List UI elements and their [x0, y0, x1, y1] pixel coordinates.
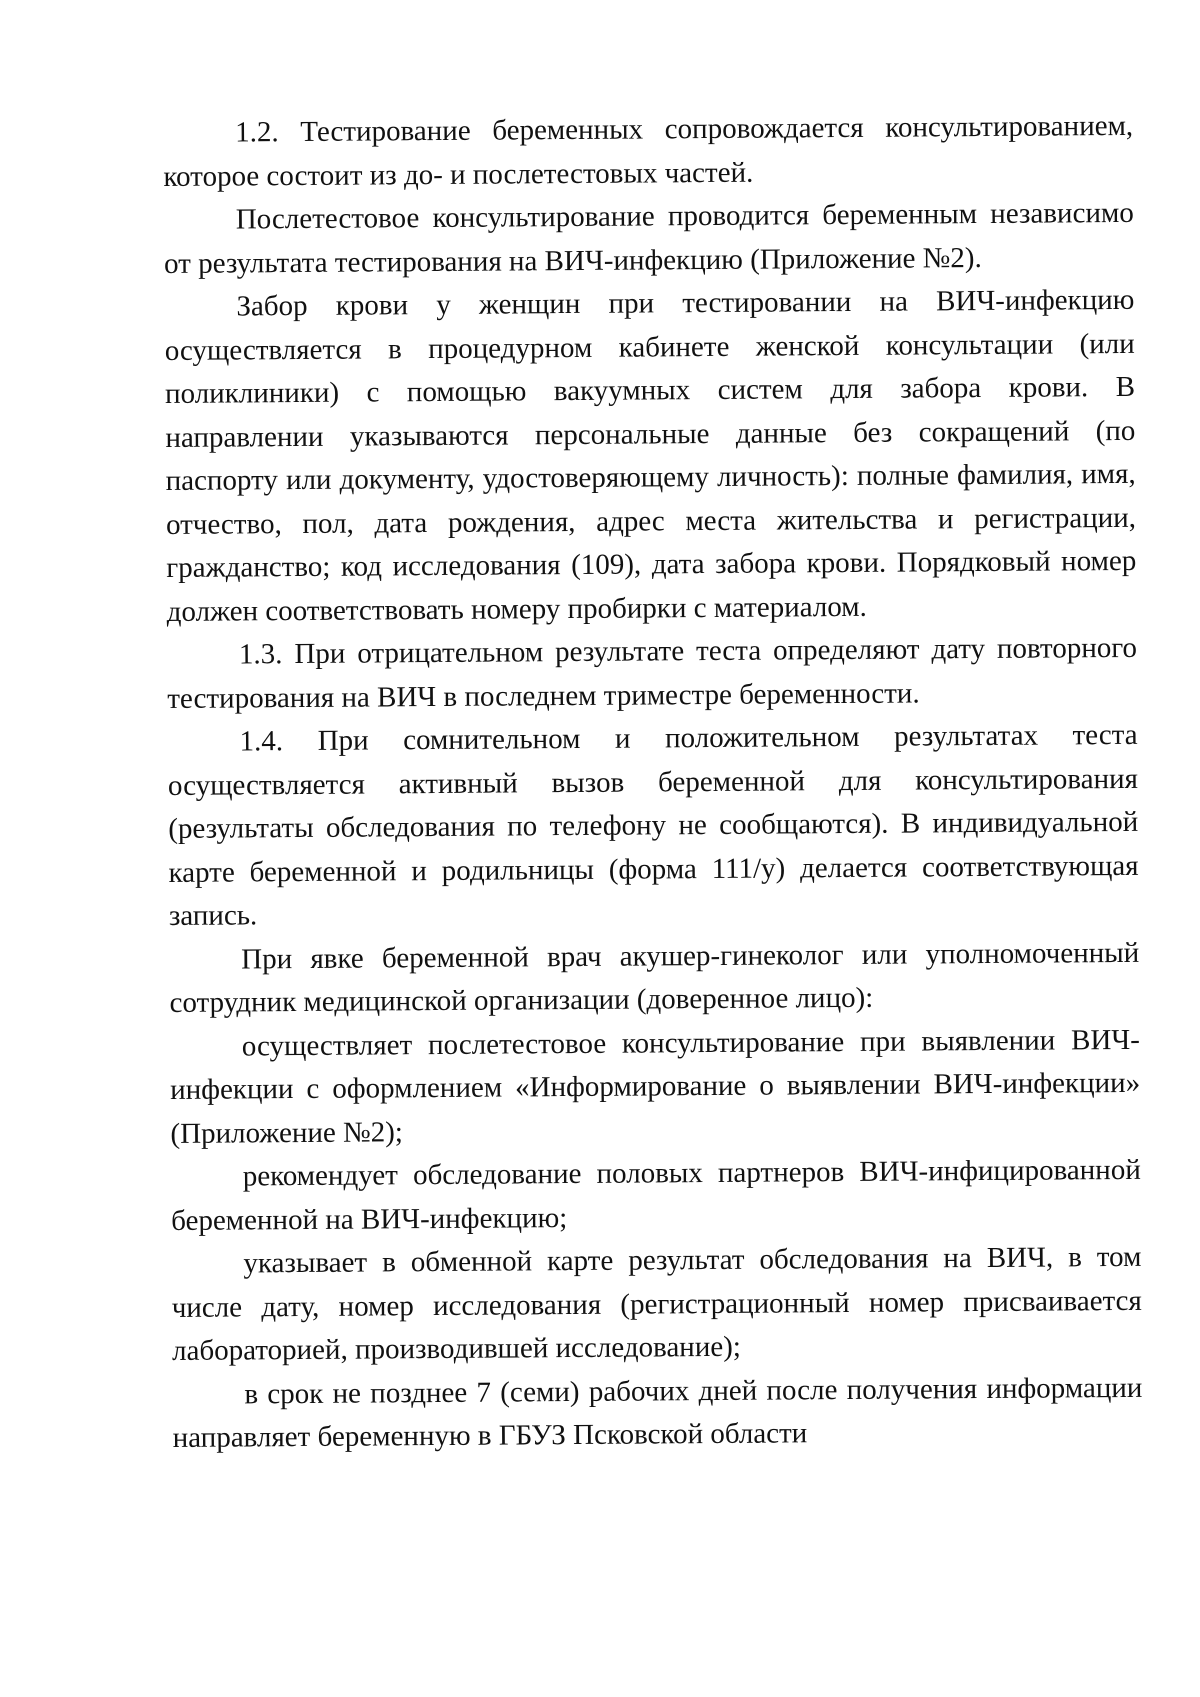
paragraph-blood-sampling: Забор крови у женщин при тестировании на ВИЧ-инфекцию осуществляется в процедурном кабинете женской консультации (или поликлиники) с помощью вакуумных систем для забора крови. В направлении указываются персональные данные без сокращений (по паспорту или документу, удостоверяющему личность): полные фамилия, имя, отчество, пол, дата рождения, адрес места жительства и регистрации, гражданство; код исследования (109), дата забора крови. Порядковый номер должен соответствовать номеру пробирки с материалом. — [164, 283, 1137, 628]
list-item-exchange-card: указывает в обменной карте результат обследования на ВИЧ, в том числе дату, номер исследования (регистрационный номер присваивается лабораторией, производившей исследование); — [171, 1240, 1142, 1367]
paragraph-1-2-counseling: 1.2. Тестирование беременных сопровождается консультированием, которое состоит из до- и послетестовых частей. — [163, 109, 1134, 193]
paragraph-1-3-negative-result: 1.3. При отрицательном результате теста определяют дату повторного тестирования на ВИЧ в последнем триместре беременности. — [167, 631, 1138, 715]
list-item-partner-testing: рекомендует обследование половых партнеров ВИЧ-инфицированной беременной на ВИЧ-инфекцию; — [171, 1153, 1141, 1237]
list-item-post-test-counseling: осуществляет послетестовое консультирование при выявлении ВИЧ-инфекции с оформлением «Информирование о выявлении ВИЧ-инфекции» (Приложение №2); — [170, 1023, 1141, 1150]
paragraph-on-visit: При явке беременной врач акушер-гинеколог или уполномоченный сотрудник медицинской организации (доверенное лицо): — [169, 936, 1140, 1019]
paragraph-post-test-counseling: Послетестовое консультирование проводится беременным независимо от результата тестирования на ВИЧ-инфекцию (Приложение №2). — [163, 196, 1134, 280]
paragraph-1-4-positive-result: 1.4. При сомнительном и положительном результатах теста осуществляется активный вызов беременной для консультирования (результаты обследования по телефону не сообщаются). В индивидуальной карте беременной и родильницы (форма 111/у) делается соответствующая запись. — [167, 718, 1139, 932]
document-body — [163, 105, 1143, 1461]
list-item-referral: в срок не позднее 7 (семи) рабочих дней после получения информации направляет беременную в ГБУЗ Псковской области — [172, 1371, 1143, 1454]
